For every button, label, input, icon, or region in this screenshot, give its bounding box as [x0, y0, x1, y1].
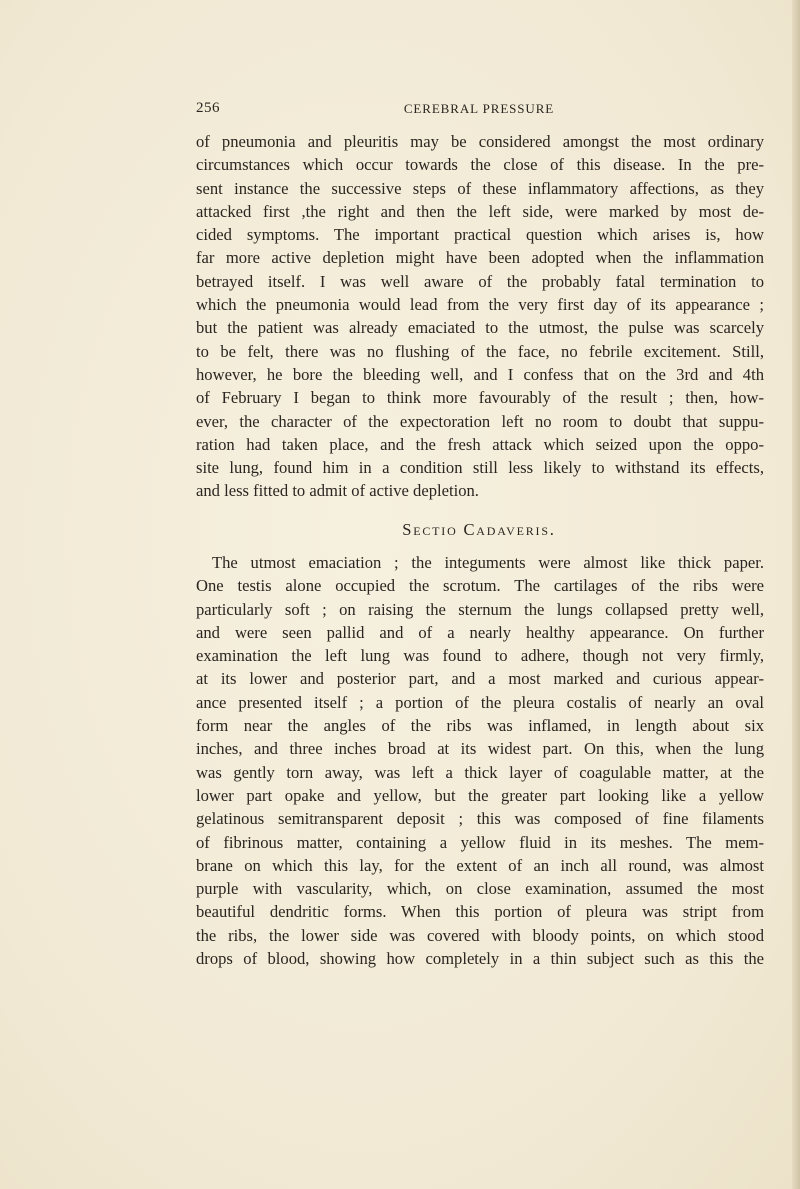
- text-line: but the patient was already emaciated to the utmost, the pulse was scarcely: [196, 318, 764, 338]
- text-line: to be felt, there was no flushing of the face, no febrile excitement. Still,: [196, 341, 764, 361]
- paragraph-1: [196, 130, 764, 503]
- text-line: One testis alone occupied the scrotum. The cartilages of the ribs were: [196, 576, 764, 596]
- text-line: The utmost emaciation ; the integuments were almost like thick paper.: [212, 553, 764, 572]
- text-line: however, he bore the bleeding well, and I confess that on the 3rd and 4th: [196, 364, 764, 384]
- text-line: inches, and three inches broad at its widest part. On this, when the lung: [196, 739, 764, 759]
- running-title: CEREBRAL PRESSURE: [403, 101, 555, 116]
- text-line: particularly soft ; on raising the sternum the lungs collapsed pretty well,: [196, 599, 764, 619]
- text-line: sent instance the successive steps of these inflammatory affections, as they: [196, 178, 764, 198]
- text-line: which the pneumonia would lead from the very first day of its appearance ;: [196, 295, 764, 315]
- text-line: circumstances which occur towards the close of this disease. In the pre-: [196, 155, 764, 175]
- text-line: and were seen pallid and of a nearly healthy appearance. On further: [196, 622, 764, 642]
- paragraph-2: [196, 551, 764, 970]
- text-line: of February I began to think more favourably of the result ; then, how-: [196, 388, 764, 408]
- text-line: gelatinous semitransparent deposit ; this was composed of fine filaments: [196, 809, 764, 829]
- text-line: ance presented itself ; a portion of the pleura costalis of nearly an oval: [196, 692, 764, 712]
- text-line: cided symptoms. The important practical question which arises is, how: [196, 225, 764, 245]
- text-line: drops of blood, showing how completely in a thin subject such as this the: [196, 949, 764, 969]
- text-line: of pneumonia and pleuritis may be considered amongst the most ordinary: [196, 132, 764, 151]
- page-edge-shadow: [792, 0, 800, 1189]
- text-line: was gently torn away, was left a thick layer of coagulable matter, at the: [196, 762, 764, 782]
- text-line: site lung, found him in a condition still less likely to withstand its effects,: [196, 458, 764, 478]
- text-line: attacked first ,the right and then the left side, were marked by most de-: [196, 201, 764, 221]
- page-number: 256: [196, 100, 220, 116]
- text-line: betrayed itself. I was well aware of the probably fatal termination to: [196, 271, 764, 291]
- text-line: ever, the character of the expectoration left no room to doubt that suppu-: [196, 411, 764, 431]
- text-line: the ribs, the lower side was covered with bloody points, on which stood: [196, 925, 764, 945]
- text-line: and less fitted to admit of active depletion.: [196, 481, 479, 501]
- text-line: lower part opake and yellow, but the greater part looking like a yellow: [196, 785, 764, 805]
- text-line: beautiful dendritic forms. When this portion of pleura was stript from: [196, 902, 764, 922]
- running-head: [196, 100, 762, 120]
- section-heading: Sectio Cadaveris.: [402, 520, 556, 539]
- text-line: of fibrinous matter, containing a yellow fluid in its meshes. The mem-: [196, 832, 764, 852]
- text-line: far more active depletion might have been adopted when the inflammation: [196, 248, 764, 268]
- text-line: purple with vascularity, which, on close examination, assumed the most: [196, 879, 764, 899]
- text-line: examination the left lung was found to adhere, though not very firmly,: [196, 646, 764, 666]
- text-line: ration had taken place, and the fresh attack which seized upon the oppo-: [196, 434, 764, 454]
- text-line: form near the angles of the ribs was inflamed, in length about six: [196, 716, 764, 736]
- text-line: brane on which this lay, for the extent of an inch all round, was almost: [196, 855, 764, 875]
- text-line: at its lower and posterior part, and a most marked and curious appear-: [196, 669, 764, 689]
